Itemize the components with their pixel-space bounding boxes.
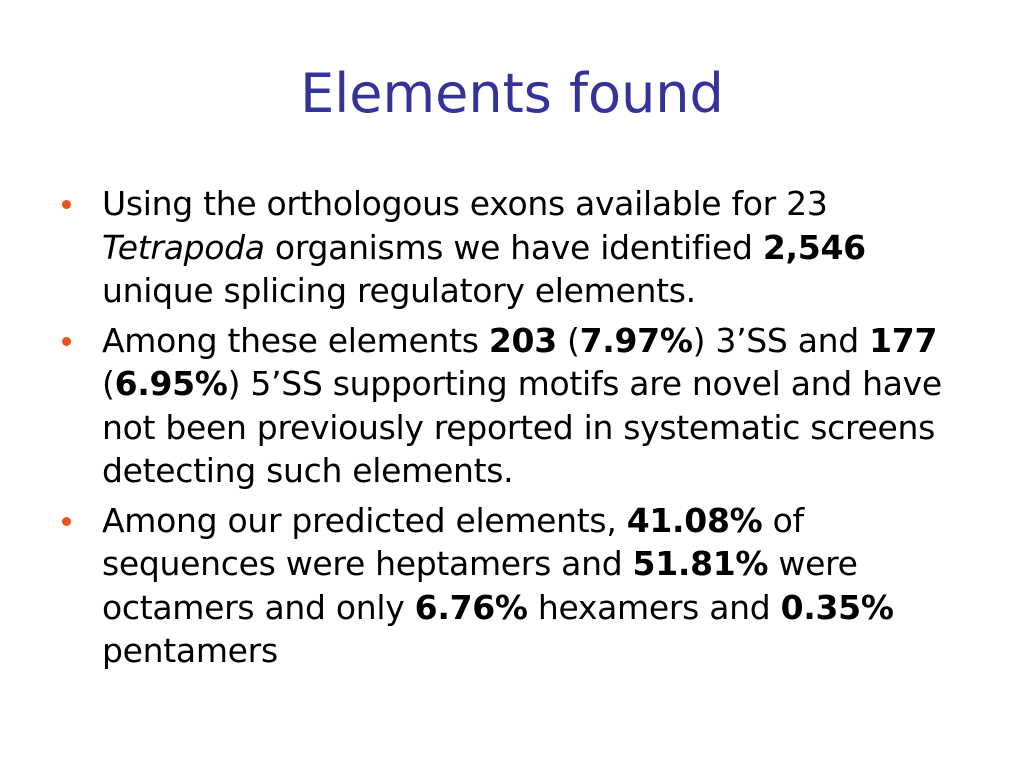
bullet-segment-bold: 177 xyxy=(869,320,938,360)
bullet-dot-icon xyxy=(62,200,71,209)
bullet-dot-icon xyxy=(62,337,71,346)
bullet-segment-bold: 51.81% xyxy=(632,544,769,583)
bullet-segment: ) 3’SS and xyxy=(692,320,870,360)
bullet-text xyxy=(102,321,942,491)
bullet-segment: ( xyxy=(102,364,115,403)
bullet-segment-bold: 7.97% xyxy=(579,320,693,360)
bullet-item xyxy=(60,182,970,313)
bullet-segment: Among these elements xyxy=(102,320,489,360)
bullet-segment-bold: 203 xyxy=(488,320,557,360)
bullet-segment-italic: Tetrapoda xyxy=(102,227,265,267)
bullet-segment-bold: 0.35% xyxy=(780,587,894,627)
bullet-segment: Among our predicted elements, xyxy=(102,500,627,540)
bullet-segment-bold: 6.95% xyxy=(114,364,228,403)
bullet-segment-bold: 6.76% xyxy=(414,587,528,627)
bullet-segment: ) 5’SS supporting motifs are novel and have not been previously reported in systematic screens detecting such elements. xyxy=(102,364,942,490)
bullet-list xyxy=(60,182,970,679)
bullet-segment-bold: 2,546 xyxy=(762,227,866,267)
bullet-dot-icon xyxy=(62,517,71,526)
bullet-segment: ( xyxy=(556,320,580,360)
bullet-text xyxy=(102,184,866,310)
bullet-segment: hexamers and xyxy=(527,587,781,627)
bullet-segment-bold: 41.08% xyxy=(626,500,763,540)
bullet-segment: unique splicing regulatory elements. xyxy=(102,271,696,310)
bullet-segment: of sequences were heptamers and xyxy=(102,500,804,583)
bullet-item xyxy=(60,499,970,673)
bullet-segment: pentamers xyxy=(102,631,278,670)
slide-title: Elements found xyxy=(300,62,724,125)
bullet-text xyxy=(102,501,894,671)
bullet-item xyxy=(60,319,970,493)
bullet-segment: organisms we have identified xyxy=(264,227,763,267)
bullet-segment: Using the orthologous exons available for 23 xyxy=(102,184,828,223)
bullet-segment: were octamers and only xyxy=(102,544,858,627)
